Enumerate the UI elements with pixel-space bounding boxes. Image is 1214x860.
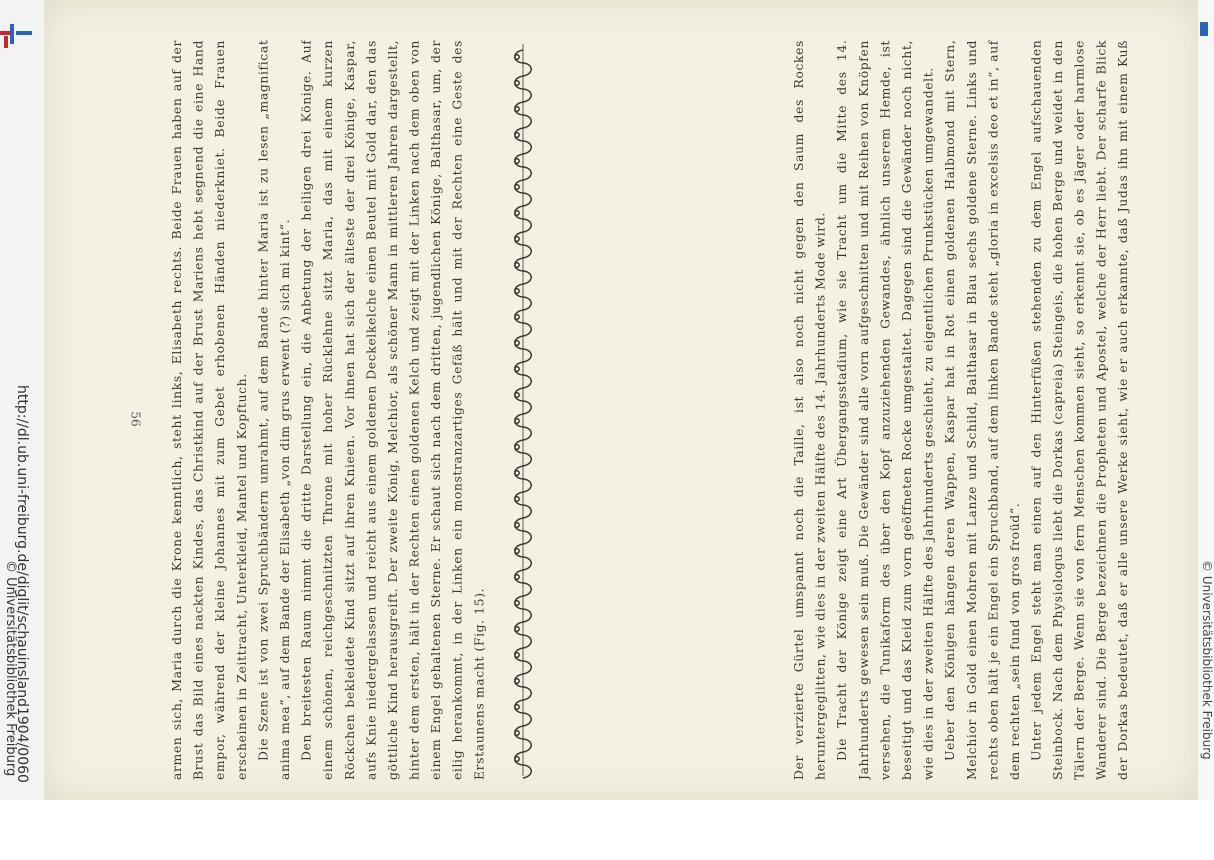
scroll-ornament-dot (515, 445, 519, 449)
scroll-ornament-dot (515, 237, 519, 241)
scroll-ornament-dot (515, 601, 519, 605)
scroll-ornament-dot (515, 705, 519, 709)
viewer-left-strip (0, 0, 44, 800)
scroll-ornament-dot (515, 471, 519, 475)
scroll-ornament-dot (515, 653, 519, 657)
source-url[interactable]: http://dl.ub.uni-freiburg.de/diglit/schauinsland1904/0060 (14, 385, 30, 783)
scroll-ornament-dot (515, 133, 519, 137)
scroll-ornament-dot (515, 185, 519, 189)
paragraph: Die Szene ist von zwei Spruchbändern umrahmt, auf dem Bande hinter Maria ist zu lesen „magnificat anima mea“, auf dem Bande der Elisabeth „von dim grus erwent (?) sich mi kint“. (255, 40, 292, 780)
scroll-ornament-dot (515, 393, 519, 397)
text-column-left (166, 40, 491, 780)
scroll-ornament-dot (515, 731, 519, 735)
scroll-ornament-dot (515, 757, 519, 761)
scroll-ornament-dot (515, 107, 519, 111)
copyright-notice-right: © Universitätsbibliothek Freiburg (1200, 560, 1214, 760)
scroll-ornament-dot (515, 679, 519, 683)
scroll-ornament-dot (515, 81, 519, 85)
paragraph: Den breitesten Raum nimmt die dritte Darstellung ein, die Anbetung der heiligen drei Könige. Auf einem schönen, reichgeschnitzten Throne mit hoher Rücklehne sitzt Maria, das mit einem kurzen Röckchen bekleidete Kind sitzt auf ihren Knieen. Vor ihnen hat sich der älteste der drei Könige, Kaspar, aufs Knie niedergelassen und reicht aus einem goldenen Deckelkelche einen Beutel mit Gold dar, den das göttliche Kind herausgreift. Der zweite König, Melchior, als schöner Mann in mittleren Jahren dargestellt, hinter dem ersten, hält in der Rechten einen goldenen Kelch und zeigt mit der Linken nach dem oben von einem Engel gehaltenen Sterne. Er schaut sich nach dem dritten, jugendlichen Könige, Balthasar, um, der eilig herankommt, in der Linken ein monstranzartiges Gefäß hält und mit der Rechten eine Geste des Erstaunens macht (Fig. 15). (298, 40, 487, 780)
scroll-ornament-dot (515, 497, 519, 501)
scroll-ornament-dot (515, 367, 519, 371)
scroll-ornament-dot (515, 523, 519, 527)
paragraph: armen sich, Maria durch die Krone kenntlich, steht links, Elisabeth rechts. Beide Frauen haben auf der Brust das Bild eines nackten Kindes, das Christkind auf der Brust Mariens hebt segnend die eine Hand empor, während der kleine Johannes mit zum Gebet erhobenen Händen niederkniet. Beide Frauen erscheinen in Zeittracht, Unterkleid, Mantel und Kopftuch. (169, 40, 249, 780)
scroll-ornament-dot (515, 263, 519, 267)
scroll-ornament-dot (515, 575, 519, 579)
copyright-notice: © Universitätsbibliothek Freiburg (3, 560, 18, 777)
viewer-right-strip (1198, 0, 1214, 800)
scroll-ornament-dot (515, 289, 519, 293)
scroll-ornament-dot (515, 55, 519, 59)
paragraph: Unter jedem Engel steht man einen auf den Hinterfüßen stehenden zu dem Engel aufschauenden Steinbock. Nach dem Physiologus liebt die Dorkas (capreia) Steingeis, die hohen Berge und weidet in den Tälern der Berge. Wenn sie von fern Menschen kommen sieht, so erkennt sie, ob es Jäger oder harmlose Wanderer sind. Die Berge bezeichnen die Propheten und Apostel, welche der Herr liebt. Der scharfe Blick der Dorkas bedeutet, daß er alle unsere Werke sieht, wie er auch erkannte, daß Judas ihn mit einem Kuß (1028, 40, 1130, 780)
scroll-ornament-icon (508, 40, 538, 780)
scroll-ornament-dot (515, 211, 519, 215)
scroll-ornament-dot (515, 419, 519, 423)
text-column-right (788, 40, 1133, 780)
scroll-ornament-dot (515, 159, 519, 163)
paragraph: Der verzierte Gürtel umspannt noch die Taille, ist also noch nicht gegen den Saum des Rockes heruntergeglitten, wie dies in der zweiten Hälfte des 14. Jahrhunderts Mode wird. (791, 40, 828, 780)
page-number: 56 (128, 411, 143, 427)
scroll-ornament-dot (515, 315, 519, 319)
university-logo-icon (1200, 22, 1208, 36)
scanned-page (44, 0, 1198, 800)
paragraph: Ueber den Königen hängen deren Wappen, Kaspar hat in Rot einen goldenen Halbmond mit Stern, Melchior in Gold einen Mohren mit Lanze und Schild, Balthasar in Blau sechs goldene Sterne. Links und rechts oben hält je ein Engel ein Spruchband, auf dem linken Bande steht „gloria in excelsis deo et in“, auf dem rechten „sein fund von gros froüd“. (942, 40, 1022, 780)
scroll-ornament-dot (515, 627, 519, 631)
paragraph (490, 40, 491, 780)
scroll-ornament-dot (515, 549, 519, 553)
scroll-ornament-dot (515, 341, 519, 345)
paragraph: Die Tracht der Könige zeigt eine Art Übergangsstadium, wie sie Tracht um die Mitte des 14. Jahrhunderts gewesen sein muß. Die Gewänder sind alle vorn aufgeschnitten und mit Reihen von Knöpfen versehen, die Tunikaform des über den Kopf anzuziehenden Gewandes, ähnlich unserem Hemde, ist beseitigt und das Kleid zum vorn geöffneten Rocke umgestaltet. Dagegen sind die Gewänder noch nicht, wie dies in der zweiten Hälfte des Jahrhunderts geschieht, zu eigentlichen Prunkstücken umgewandelt. (834, 40, 936, 780)
